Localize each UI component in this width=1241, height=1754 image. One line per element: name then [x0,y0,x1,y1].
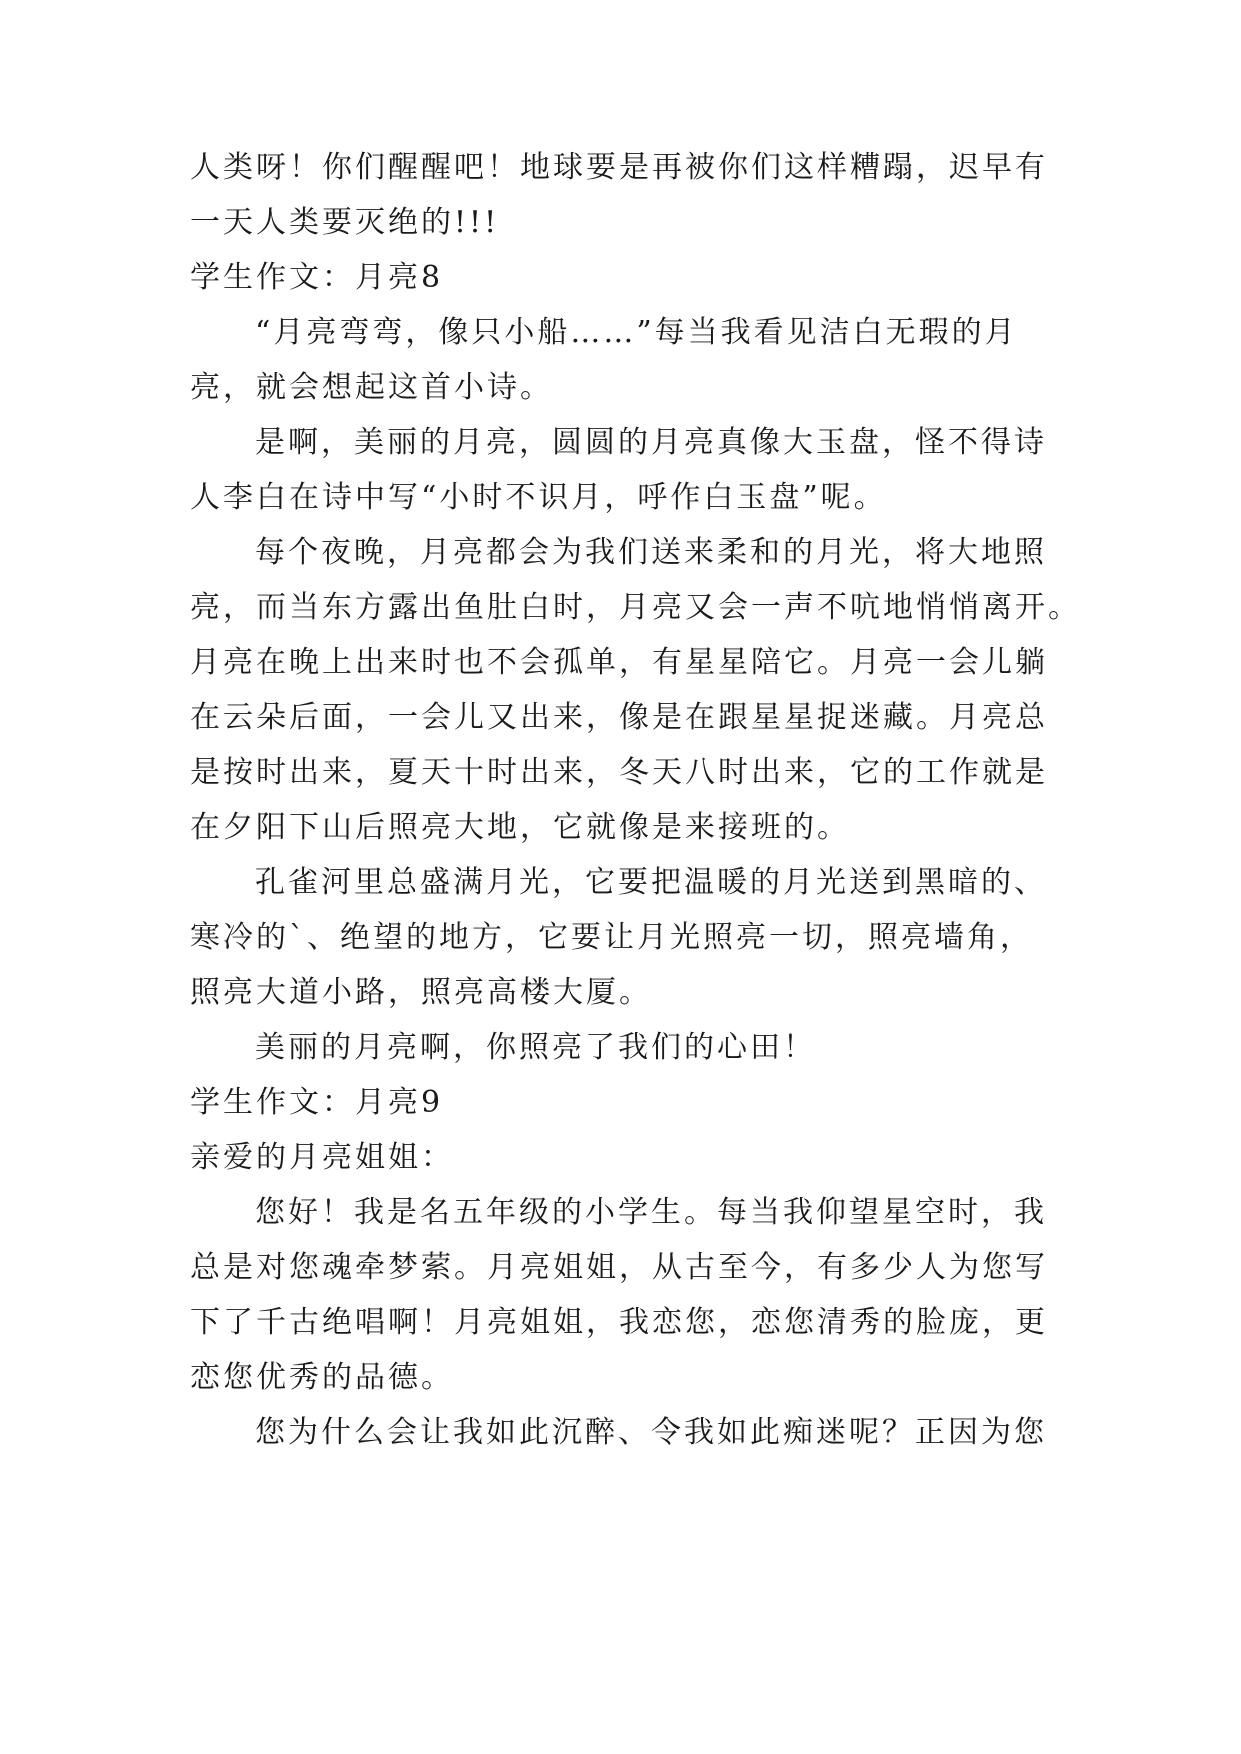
text-line: 是按时出来，夏天十时出来，冬天八时出来，它的工作就是 [190,755,1048,790]
text-line: 月亮在晚上出来时也不会孤单，有星星陪它。月亮一会儿躺 [190,645,1048,680]
text-line: 在夕阳下山后照亮大地，它就像是来接班的。 [190,810,850,845]
text-line: 您为什么会让我如此沉醉、令我如此痴迷呢？正因为您 [255,1415,1047,1450]
text-line: 下了千古绝唱啊！月亮姐姐，我恋您，恋您清秀的脸庞，更 [190,1305,1048,1340]
text-line: “月亮弯弯，像只小船……”每当我看见洁白无瑕的月 [255,315,1018,350]
essay-heading: 学生作文：月亮9 [190,1085,444,1120]
text-line: 一天人类要灭绝的!!! [190,205,500,240]
text-line: 每个夜晚，月亮都会为我们送来柔和的月光，将大地照 [255,535,1047,570]
text-line: 人类呀！你们醒醒吧！地球要是再被你们这样糟蹋，迟早有 [190,150,1048,185]
text-line: 您好！我是名五年级的小学生。每当我仰望星空时，我 [255,1195,1047,1230]
text-line: 在云朵后面，一会儿又出来，像是在跟星星捉迷藏。月亮总 [190,700,1048,735]
text-line: 照亮大道小路，照亮高楼大厦。 [190,975,652,1010]
text-line: 亲爱的月亮姐姐： [190,1140,454,1175]
text-line: 总是对您魂牵梦萦。月亮姐姐，从古至今，有多少人为您写 [190,1250,1048,1285]
text-line: 人李白在诗中写“小时不识月，呼作白玉盘”呢。 [190,480,887,515]
text-line: 美丽的月亮啊，你照亮了我们的心田！ [255,1030,816,1065]
text-line: 亮，而当东方露出鱼肚白时，月亮又会一声不吭地悄悄离开。 [190,590,1081,625]
essay-heading: 学生作文：月亮8 [190,260,444,295]
text-line: 恋您优秀的品德。 [190,1360,454,1395]
text-line: 寒冷的`、绝望的地方，它要让月光照亮一切，照亮墙角， [190,920,1033,955]
text-line: 亮，就会想起这首小诗。 [190,370,553,405]
text-line: 是啊，美丽的月亮，圆圆的月亮真像大玉盘，怪不得诗 [255,425,1047,460]
text-line: 孔雀河里总盛满月光，它要把温暖的月光送到黑暗的、 [255,865,1047,900]
